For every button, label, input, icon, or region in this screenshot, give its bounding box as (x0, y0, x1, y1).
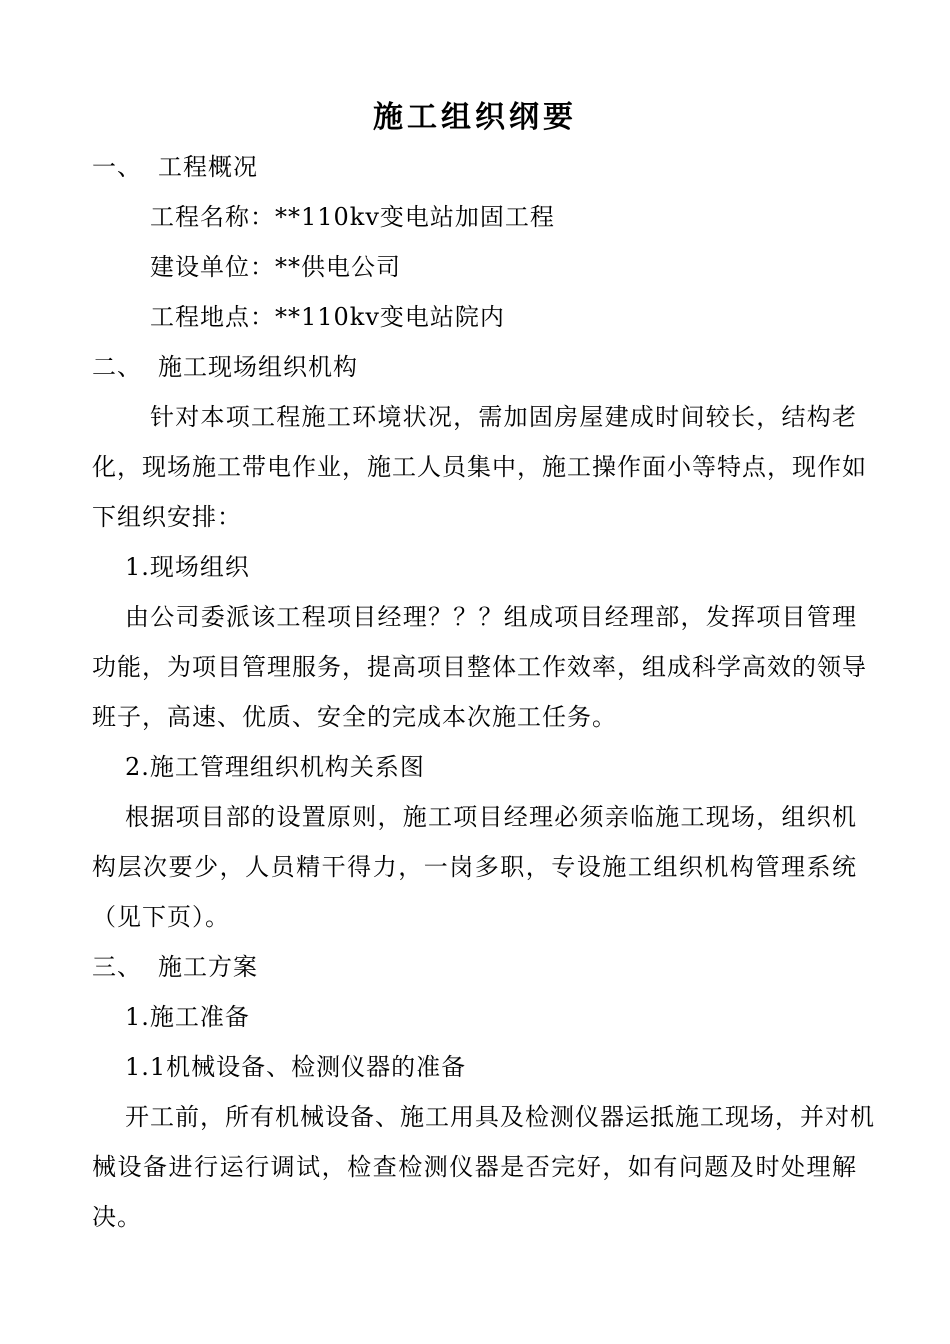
builder-line: 建设单位：**供电公司 (150, 253, 401, 281)
section-heading-overview (92, 152, 258, 182)
paragraph-line: （见下页）。 (92, 903, 230, 931)
paragraph-line: 针对本项工程施工环境状况，需加固房屋建成时间较长，结构老 (150, 403, 857, 431)
page-title: 施工组织纲要 (373, 100, 577, 135)
section-number: 二、 (92, 353, 142, 381)
paragraph-line: 开工前，所有机械设备、施工用具及检测仪器运抵施工现场，并对机 (125, 1103, 875, 1131)
paragraph-line: 功能，为项目管理服务，提高项目整体工作效率，组成科学高效的领导 (92, 653, 867, 681)
paragraph-line: 由公司委派该工程项目经理？？？组成项目经理部，发挥项目管理 (125, 603, 857, 631)
paragraph-line: 根据项目部的设置原则，施工项目经理必须亲临施工现场，组织机 (125, 803, 857, 831)
section-title: 施工现场组织机构 (158, 353, 358, 381)
subheading-site-organization: 1.现场组织 (125, 553, 250, 581)
subheading-preparation: 1.施工准备 (125, 1003, 250, 1031)
paragraph-line: 班子，高速、优质、安全的完成本次施工任务。 (92, 703, 617, 731)
location-line: 工程地点：**110kv变电站院内 (150, 303, 505, 331)
paragraph-line: 械设备进行运行调试，检查检测仪器是否完好，如有问题及时处理解 (92, 1153, 857, 1181)
section-title: 工程概况 (158, 153, 258, 181)
paragraph-line: 化，现场施工带电作业，施工人员集中，施工操作面小等特点，现作如 (92, 453, 867, 481)
section-heading-organization (92, 352, 358, 382)
paragraph-line: 决。 (92, 1203, 142, 1231)
paragraph-line: 下组织安排： (92, 503, 242, 531)
subheading-equipment: 1.1机械设备、检测仪器的准备 (125, 1053, 467, 1081)
section-heading-plan (92, 952, 258, 982)
section-title: 施工方案 (158, 953, 258, 981)
project-name-line: 工程名称：**110kv变电站加固工程 (150, 203, 555, 231)
section-number: 一、 (92, 153, 142, 181)
subheading-org-chart: 2.施工管理组织机构关系图 (125, 753, 425, 781)
section-number: 三、 (92, 953, 142, 981)
paragraph-line: 构层次要少，人员精干得力，一岗多职，专设施工组织机构管理系统 (92, 853, 857, 881)
